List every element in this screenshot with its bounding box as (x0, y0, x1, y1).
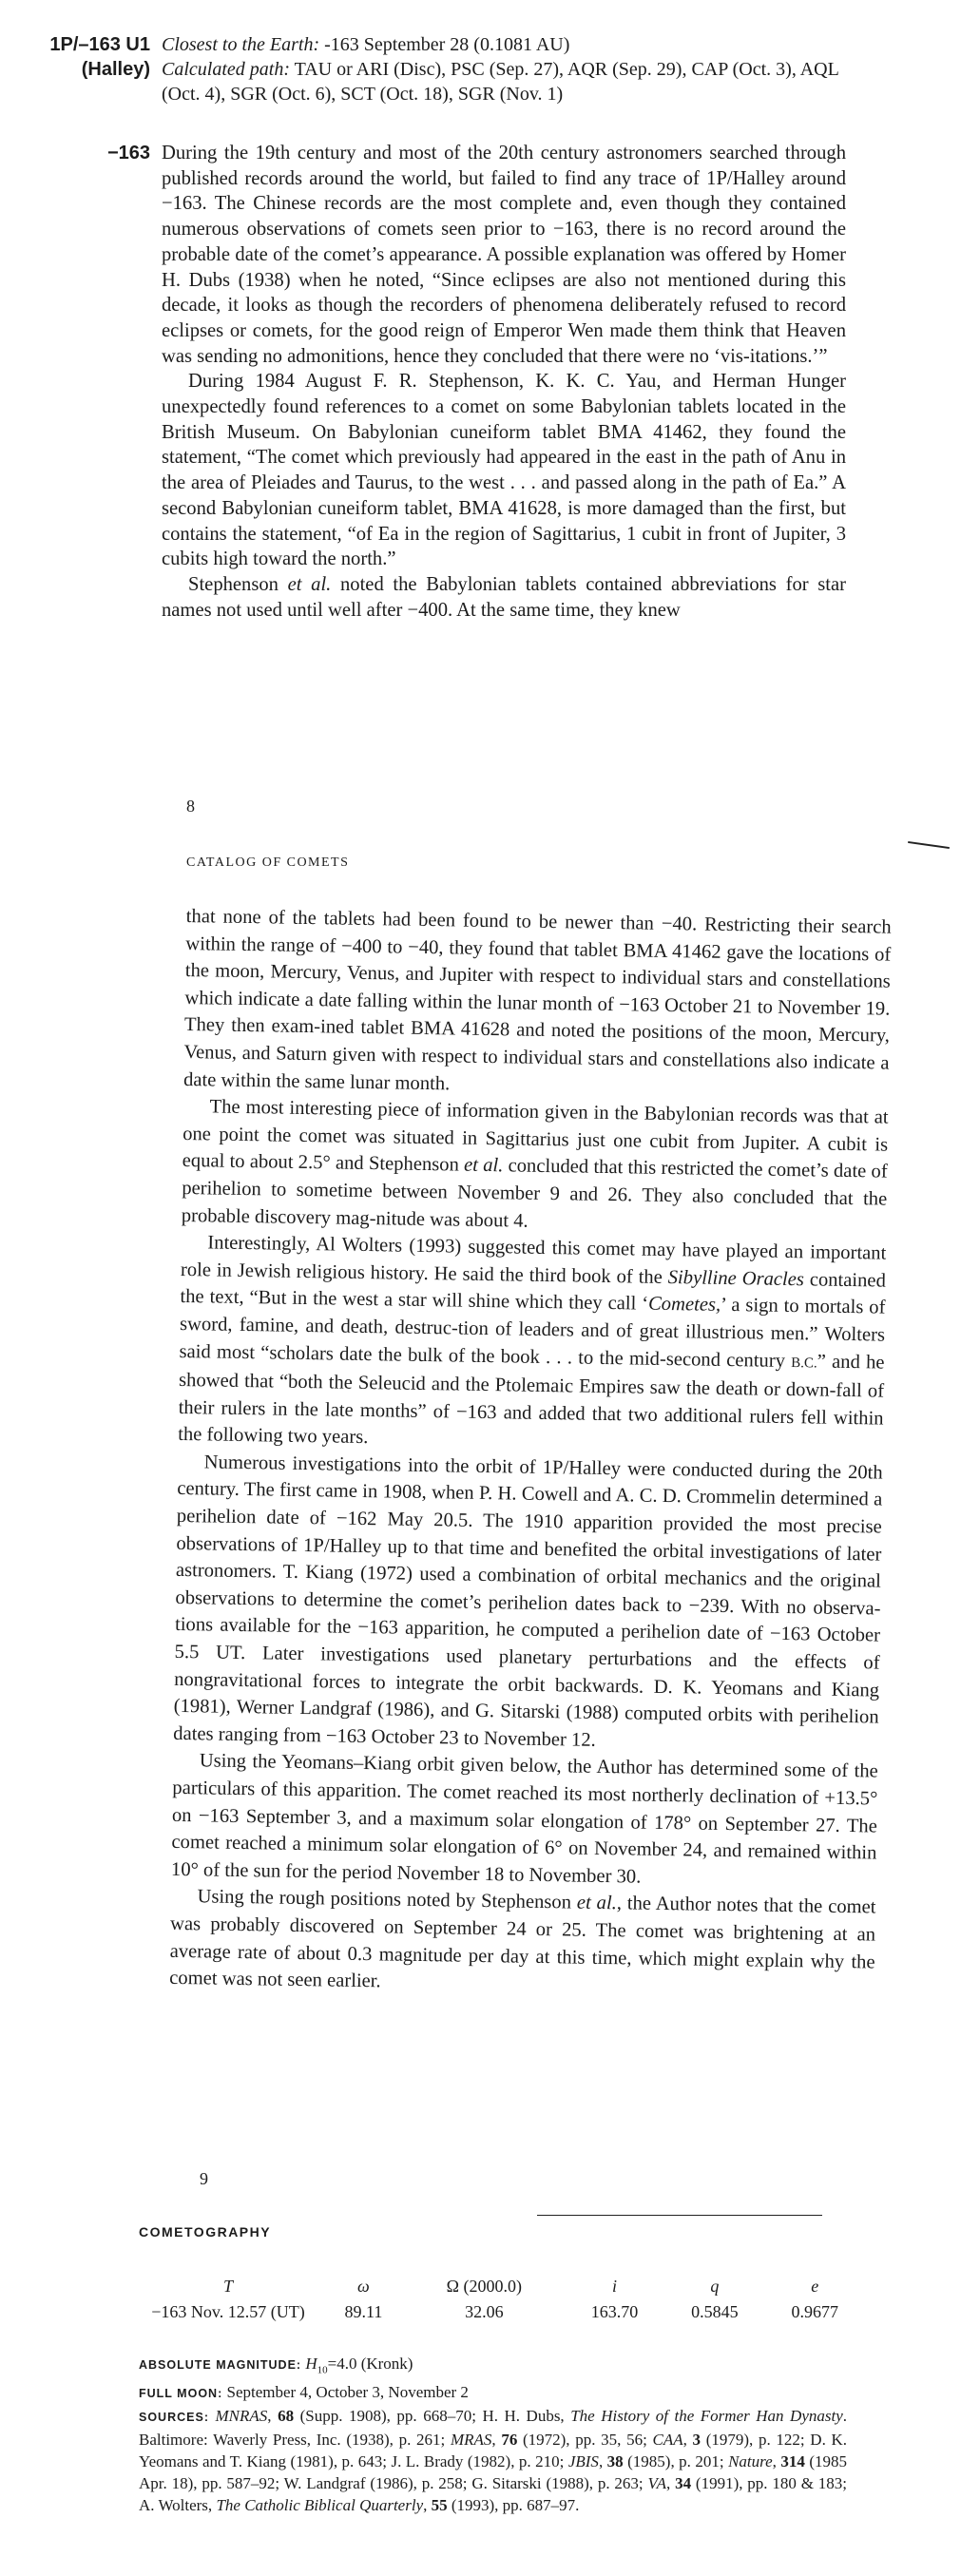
header-omega: ω (357, 2277, 370, 2296)
paragraph: Interestingly, Al Wolters (1993) suggested this comet may have played an important role in Jewish religious history. He said the third book of the Sibylline Oracles contained the text, “But in the west a star will shine which they call ‘Cometes,’ a sign to mortals of sword, famine, and death, destruc-tion of leaders and of great illustrious men.” Wolters said most “scholars date the bulk of the book . . . to the mid-second century B.C.” and he showed that “both the Seleucid and the Ptolemaic Empires saw the death or down-fall of their rulers in the late months” of −163 and added that two additional rulers fell within the following two years. (178, 1232, 887, 1449)
year-label: −163 (106, 143, 150, 163)
comet-designation: 1P/–163 U1 (49, 34, 150, 55)
header-node: Ω (2000.0) (446, 2277, 522, 2296)
running-head: CATALOG OF COMETS (186, 855, 350, 870)
header-eccentricity: e (811, 2277, 819, 2296)
path-value: TAU or ARI (Disc), PSC (Sep. 27), AQR (Sep. 29), CAP (Oct. 3), AQL (Oct. 4), SGR (Oct. 6), SCT (Oct. 18), SGR (Nov. 1) (162, 59, 839, 105)
closest-approach (162, 32, 846, 57)
table-header-row (133, 2277, 865, 2302)
header-perihelion-distance: q (710, 2277, 720, 2296)
page-number: 9 (200, 2169, 208, 2188)
closest-label: Closest to the Earth: (162, 34, 320, 55)
paragraph: During the 19th century and most of the 20th century astronomers searched through published records around the world, but failed to find any trace of 1P/Halley around −163. The Chinese records are the most complete and, even though they contained numerous observations of comets seen prior to −163, there is no record around the probable date of the comet’s appearance. A possible explanation was offered by Homer H. Dubs (1938) when he noted, “Since eclipses are also not mentioned during this decade, it looks as though the recorders of phenomena deliberately refused to record eclipses or comets, for the good reign of Emperor Wen made them think that Heaven was sending no admonitions, hence they concluded that there were no ‘vis-itations.’” (162, 143, 846, 367)
header-inclination: i (611, 2277, 617, 2296)
sources: SOURCES: MNRAS, 68 (Supp. 1908), pp. 668–70; H. H. Dubs, The History of the Former Han Dynasty. Baltimore: Waverly Press, Inc. (1938), p. 261; MRAS, 76 (1972), pp. 35, 56; CAA, 3 (1979), p. 122; D. K. Yeomans and T. Kiang (1981), p. 643; J. L. Brady (1982), p. 210; JBIS, 38 (1985), p. 201; Nature, 314 (1985 Apr. 18), pp. 587–92; W. Landgraf (1986), p. 258; G. Sitarski (1988), p. 263; VA, 34 (1991), pp. 180 & 183; A. Wolters, The Catholic Biblical Quarterly, 55 (1993), pp. 687–97. (139, 2407, 848, 2515)
entry-body (162, 141, 846, 623)
cell-perihelion-time: −163 Nov. 12.57 (UT) (151, 2302, 305, 2321)
notes-block (139, 2353, 847, 2516)
paragraph: Using the rough positions noted by Stephenson et al., the Author notes that the comet was probably discovered on September 24 or 25. The comet was brightening at an average rate of about 0.3 magnitude per day at this time, which might explain why the comet was not seen earlier. (169, 1886, 876, 1992)
paragraph: During 1984 August F. R. Stephenson, K. K. C. Yau, and Herman Hunger unexpectedly found references to a comet on some Babylonian tablets located in the British Museum. On Babylonian cuneiform tablet BMA 41462, they found the statement, “The comet which previously had appeared in the east in the path of Anu in the area of Pleiades and Taurus, to the west . . . and passed along in the path of Ea.” A second Babylonian cuneiform tablet, BMA 41628, is more damaged than the first, but contains the statement, “of Ea in the region of Sagittarius, 1 cubit in front of Jupiter, 3 cubits high toward the north.” (162, 371, 846, 570)
margin-mark (908, 841, 950, 849)
paragraph: The most interesting piece of information given in the Babylonian records was that at one point the comet was situated in Sagittarius just one cubit from Jupiter. A cubit is equal to about 2.5° and Stephenson et al. concluded that this restricted the comet’s date of perihelion to sometime between November 9 and 26. They also concluded that the probable discovery mag-nitude was about 4. (181, 1096, 889, 1232)
closest-value: -163 September 28 (0.1081 AU) (319, 34, 570, 55)
paragraph: Stephenson et al. noted the Babylonian tablets contained abbreviations for star names not used until well after −400. At the same time, they knew (162, 573, 846, 621)
cell-eccentricity: 0.9677 (791, 2302, 839, 2321)
header-perihelion-time: T (222, 2277, 233, 2296)
paragraph: that none of the tablets had been found to be newer than −40. Restricting their search within the range of −400 to −40, they found that tablet BMA 41462 gave the locations of the moon, Mercury, Venus, and Jupiter with respect to individual stars and constellations which indicate a date falling within the lunar month of −163 October 21 to November 19. They then exam-ined tablet BMA 41628 and noted the positions of the moon, Mercury, Venus, and Saturn given with respect to individual stars and constellations also indicate a date within the same lunar month. (183, 905, 892, 1094)
page-body-continued (169, 903, 892, 2003)
comet-name: (Halley) (81, 59, 150, 80)
calculated-path (162, 57, 846, 106)
path-label: Calculated path: (162, 59, 290, 80)
paragraph: Using the Yeomans–Kiang orbit given below, the Author has determined some of the particulars of this apparition. The comet reached its most northerly declination of +13.5° on −163 September 3, and a maximum solar elongation of 178° on September 27. The comet reached a minimum solar elongation of 6° on November 24, and remained within 10° of the sun for the period November 18 to November 30. (170, 1750, 878, 1888)
section-title: COMETOGRAPHY (139, 2224, 272, 2240)
cell-inclination: 163.70 (590, 2302, 639, 2321)
page-number: 8 (186, 797, 195, 816)
cell-node: 32.06 (465, 2302, 504, 2321)
full-moon: FULL MOON: September 4, October 3, November 2 (139, 2383, 469, 2402)
section-rule (537, 2215, 822, 2216)
absolute-magnitude: ABSOLUTE MAGNITUDE: $H_{10}=4.0$ (Kronk) (139, 2355, 413, 2376)
cell-omega: 89.11 (344, 2302, 383, 2321)
table-row (133, 2302, 865, 2322)
cell-perihelion-distance: 0.5845 (691, 2302, 739, 2321)
paragraph: Numerous investigations into the orbit of 1P/Halley were conducted during the 20th century. The first came in 1908, when P. H. Cowell and A. C. D. Crommelin determined a perihelion date of −162 May 20.5. The 1910 apparition provided the most precise observations of 1P/Halley up to that time and benefited the orbital investigations of later astronomers. T. Kiang (1972) used a combination of orbital mechanics and the original observations to determine the comet’s perihelion dates back to −239. With no observa-tions available for the −163 apparition, he computed a perihelion date of −163 October 5.5 UT. Later investigations used planetary perturbations and the effects of nongravitational forces to integrate the orbit backwards. D. K. Yeomans and Kiang (1981), Werner Landgraf (1986), and G. Sitarski (1988) computed orbits with perihelion dates ranging from −163 October 23 to November 12. (173, 1451, 883, 1751)
orbit-elements-table (133, 2277, 865, 2322)
